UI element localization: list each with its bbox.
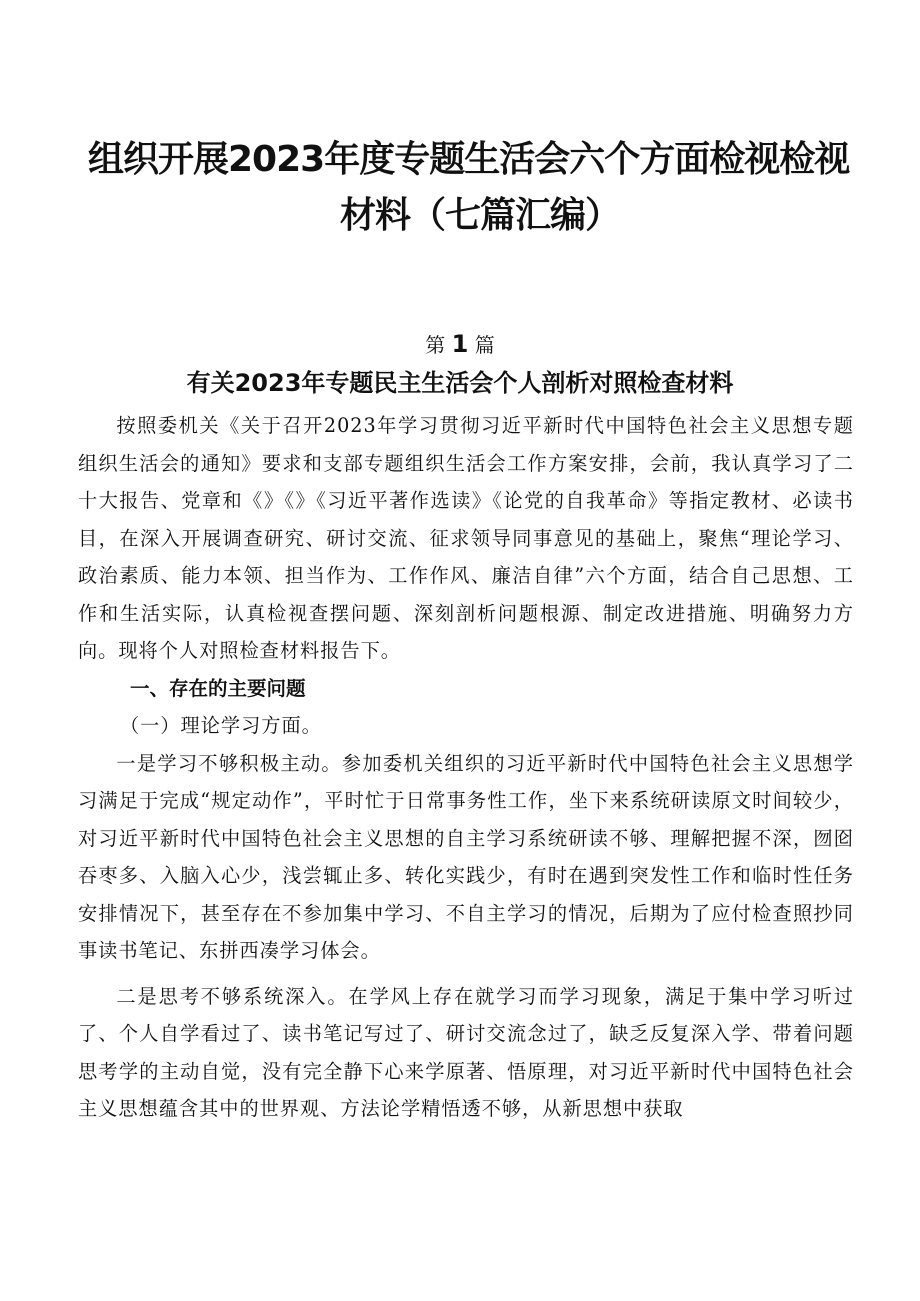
heading-level-1: 一、存在的主要问题: [130, 676, 306, 700]
document-body: [78, 407, 854, 1128]
intro-paragraph: 按照委机关《关于召开2023年学习贯彻习近平新时代中国特色社会主义思想专题组织生活会的通知》要求和支部专题组织生活会工作方案安排，会前，我认真学习了二十大报告、党章和《》《》《习近平著作选读》《论党的自我革命》等指定教材、必读书目，在深入开展调查研究、研讨交流、征求领导同事意见的基础上，聚焦“理论学习、政治素质、能力本领、担当作为、工作作风、廉洁自律”六个方面，结合自己思想、工作和生活实际，认真检视查摆问题、深刻剖析问题根源、制定改进措施、明确努力方向。现将个人对照检查材料报告下。: [78, 414, 854, 662]
part-label: [0, 330, 920, 359]
document-title-line-2: 材料（七篇汇编）: [340, 195, 621, 236]
document-title-line-1: 组织开展2023年度专题生活会六个方面检视检视: [88, 139, 850, 180]
heading-level-2: （一）理论学习方面。: [120, 714, 322, 737]
body-paragraph-1: 一是学习不够积极主动。参加委机关组织的习近平新时代中国特色社会主义思想学习满足于完成“规定动作”，平时忙于日常事务性工作，坐下来系统研读原文时间较少，对习近平新时代中国特色社会主义思想的自主学习系统研读不够、理解把握不深，囫囵吞枣多、入脑入心少，浅尝辄止多、转化实践少，有时在遇到突发性工作和临时性任务安排情况下，甚至存在不参加集中学习、不自主学习的情况，后期为了应付检查照抄同事读书笔记、东拼西凑学习体会。: [78, 751, 854, 962]
body-paragraph-2: 二是思考不够系统深入。在学风上存在就学习而学习现象，满足于集中学习听过了、个人自学看过了、读书笔记写过了、研讨交流念过了，缺乏反复深入学、带着问题思考学的主动自觉，没有完全静下心来学原著、悟原理，对习近平新时代中国特色社会主义思想蕴含其中的世界观、方法论学精悟透不够，从新思想中获取: [78, 984, 854, 1120]
section-title: 有关2023年专题民主生活会个人剖析对照检查材料: [186, 369, 734, 397]
part-suffix: 篇: [474, 333, 495, 357]
part-prefix: 第: [425, 333, 446, 357]
part-number: 1: [451, 330, 469, 358]
